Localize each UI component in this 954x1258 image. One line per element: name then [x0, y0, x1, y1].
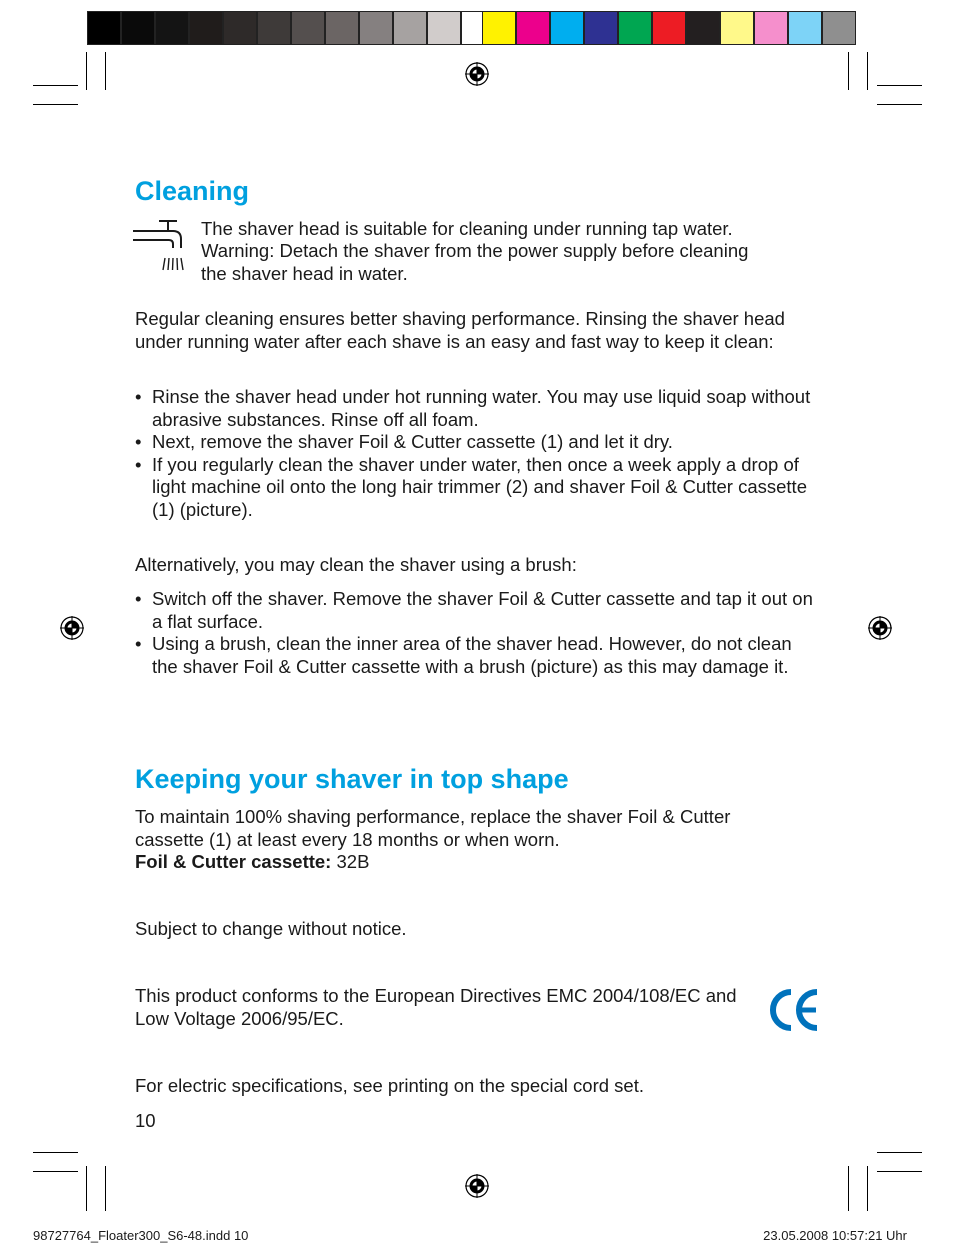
cleaning-intro-line: The shaver head is suitable for cleaning under running tap water.: [201, 218, 733, 239]
electric-specifications: For electric specifications, see printing on the special cord set.: [135, 1075, 644, 1096]
crop-mark: [877, 1171, 922, 1172]
color-swatch: [686, 11, 720, 45]
color-swatch: [550, 11, 584, 45]
crop-mark: [105, 1166, 106, 1211]
keeping-heading: Keeping your shaver in top shape: [135, 764, 569, 794]
color-swatch: [291, 11, 325, 45]
crop-mark: [867, 1166, 868, 1211]
conformity-statement: This product conforms to the European Directives EMC 2004/108/EC and Low Voltage 2006/95/EC.: [135, 985, 737, 1029]
crop-mark: [86, 52, 87, 90]
cleaning-warning-line: the shaver head in water.: [201, 263, 408, 284]
change-notice: Subject to change without notice.: [135, 918, 407, 939]
crop-mark: [33, 85, 78, 86]
tap-water-icon: [133, 218, 189, 274]
color-swatch: [788, 11, 822, 45]
crop-mark: [86, 1166, 87, 1211]
color-swatch: [516, 11, 550, 45]
crop-mark: [33, 104, 78, 105]
color-swatch: [325, 11, 359, 45]
brush-bullet-list: [135, 588, 815, 678]
part-value: 32B: [331, 851, 370, 872]
grayscale-color-bar: [87, 11, 495, 47]
registration-mark-icon: [464, 61, 490, 87]
crop-mark: [848, 52, 849, 90]
brush-cleaning-paragraph: Alternatively, you may clean the shaver using a brush:: [135, 554, 577, 575]
color-swatch: [257, 11, 291, 45]
page-number: 10: [135, 1110, 156, 1131]
color-swatch: [427, 11, 461, 45]
ce-mark-icon: [767, 986, 821, 1034]
color-swatch: [618, 11, 652, 45]
color-swatch: [189, 11, 223, 45]
cleaning-paragraph: Regular cleaning ensures better shaving performance. Rinsing the shaver head under running water after each shave is an easy and fast way to keep it clean:: [135, 308, 785, 352]
crop-mark: [105, 52, 106, 90]
crop-mark: [33, 1152, 78, 1153]
color-swatch: [223, 11, 257, 45]
cleaning-heading: Cleaning: [135, 176, 250, 206]
crop-mark: [877, 85, 922, 86]
crop-mark: [877, 1152, 922, 1153]
footer-timestamp: 23.05.2008 10:57:21 Uhr: [763, 1228, 907, 1243]
cleaning-warning-line: Warning: Detach the shaver from the power supply before cleaning: [201, 240, 749, 261]
footer-file-name: 98727764_Floater300_S6-48.indd 10: [33, 1228, 249, 1243]
color-swatch: [121, 11, 155, 45]
crop-mark: [867, 52, 868, 90]
part-label: Foil & Cutter cassette:: [135, 851, 332, 872]
crop-mark: [848, 1166, 849, 1211]
color-swatch: [720, 11, 754, 45]
crop-mark: [33, 1171, 78, 1172]
keeping-paragraph: To maintain 100% shaving performance, replace the shaver Foil & Cutter cassette (1) at least every 18 months or when worn.: [135, 806, 731, 850]
list-item: • If you regularly clean the shaver under water, then once a week apply a drop of light machine oil onto the long hair trimmer (2) and shaver Foil & Cutter cassette (1) (picture).: [135, 454, 815, 522]
color-swatch: [754, 11, 788, 45]
process-color-bar: [482, 11, 856, 47]
list-item: • Rinse the shaver head under hot running water. You may use liquid soap without abrasive substances. Rinse off all foam.: [135, 386, 815, 431]
color-swatch: [652, 11, 686, 45]
registration-mark-icon: [59, 615, 85, 641]
color-swatch: [482, 11, 516, 45]
crop-mark: [877, 104, 922, 105]
cleaning-bullet-list: [135, 386, 815, 521]
registration-mark-icon: [464, 1173, 490, 1199]
part-number-line: [135, 851, 815, 874]
list-item: • Switch off the shaver. Remove the shaver Foil & Cutter cassette and tap it out on a flat surface.: [135, 588, 815, 633]
color-swatch: [584, 11, 618, 45]
list-item: • Using a brush, clean the inner area of the shaver head. However, do not clean the shaver Foil & Cutter cassette with a brush (picture) as this may damage it.: [135, 633, 815, 678]
color-swatch: [359, 11, 393, 45]
color-swatch: [155, 11, 189, 45]
color-swatch: [822, 11, 856, 45]
color-swatch: [87, 11, 121, 45]
color-swatch: [393, 11, 427, 45]
registration-mark-icon: [867, 615, 893, 641]
list-item: • Next, remove the shaver Foil & Cutter cassette (1) and let it dry.: [135, 431, 815, 454]
